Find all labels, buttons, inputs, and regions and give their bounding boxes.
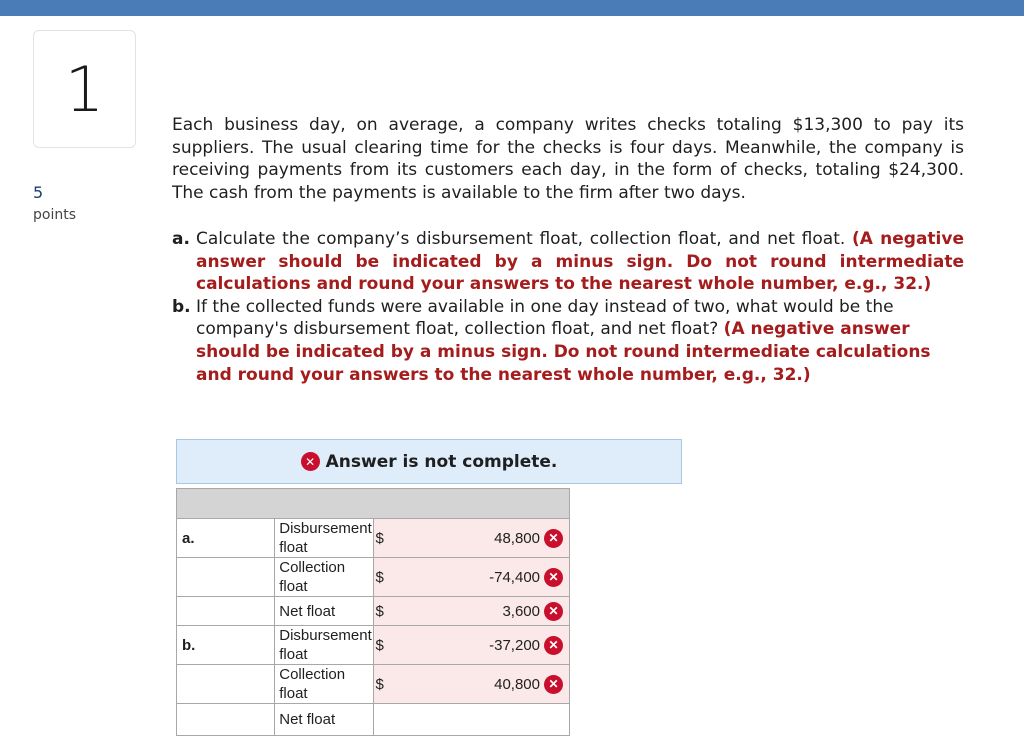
part-b-text: If the collected funds were available in one day instead of two, what would be the company's disbursement float, collection float, and net float? xyxy=(196,296,894,340)
incorrect-x-icon: ✕ xyxy=(544,602,563,621)
part-cell: a. xyxy=(177,519,275,558)
table-row xyxy=(177,597,570,626)
part-b-body xyxy=(196,296,964,386)
currency-symbol: $ xyxy=(373,626,471,665)
answer-table xyxy=(176,488,570,736)
part-a xyxy=(172,228,964,296)
top-accent-bar xyxy=(0,0,1024,16)
table-header-row xyxy=(177,489,570,519)
row-label: Disbursement float xyxy=(275,519,373,558)
table-row xyxy=(177,558,570,597)
part-a-body xyxy=(196,228,964,296)
x-circle-icon: ✕ xyxy=(301,452,320,471)
answer-input-collection-float-b[interactable] xyxy=(471,665,569,704)
part-a-text: Calculate the company’s disbursement float, collection float, and net float. xyxy=(196,229,846,249)
answer-input-collection-float-a[interactable] xyxy=(471,558,569,597)
currency-symbol xyxy=(373,704,471,736)
currency-symbol: $ xyxy=(373,519,471,558)
answer-input-disbursement-float-a[interactable] xyxy=(471,519,569,558)
part-cell xyxy=(177,558,275,597)
answer-status-banner xyxy=(176,439,682,484)
row-label: Net float xyxy=(275,704,373,736)
question-number: 1 xyxy=(64,52,105,126)
answer-value: 40,800 xyxy=(494,675,540,693)
incorrect-x-icon: ✕ xyxy=(544,529,563,548)
question-parts xyxy=(172,228,964,386)
part-cell xyxy=(177,597,275,626)
incorrect-x-icon: ✕ xyxy=(544,568,563,587)
table-row xyxy=(177,519,570,558)
part-a-letter: a. xyxy=(172,229,190,249)
question-text: Each business day, on average, a company writes checks totaling $13,300 to pay its suppliers. The usual clearing time for the checks is four days. Meanwhile, the company is receiving payments from its customers each day, in the form of checks, totaling $24,300. The cash from the payments is available to the firm after two days. xyxy=(172,115,964,203)
points-label: points xyxy=(33,207,76,223)
answer-input-disbursement-float-b[interactable] xyxy=(471,626,569,665)
currency-symbol: $ xyxy=(373,665,471,704)
currency-symbol: $ xyxy=(373,558,471,597)
answer-input-net-float-a[interactable] xyxy=(471,597,569,626)
table-row xyxy=(177,626,570,665)
answer-value: -74,400 xyxy=(489,568,540,586)
part-b-instruction: (A negative answer should be indicated by a minus sign. Do not round intermediate calculations and round your answers to the nearest whole number, e.g., 32.) xyxy=(196,319,931,385)
part-b-letter: b. xyxy=(172,296,191,317)
incorrect-x-icon: ✕ xyxy=(544,636,563,655)
answer-value: 3,600 xyxy=(502,602,540,620)
table-header-cell xyxy=(177,489,570,519)
answer-status-message: Answer is not complete. xyxy=(325,451,558,472)
question-text-block xyxy=(172,114,964,204)
row-label: Collection float xyxy=(275,558,373,597)
question-number-box xyxy=(33,30,136,148)
part-cell xyxy=(177,665,275,704)
part-b xyxy=(172,296,964,386)
part-cell: b. xyxy=(177,626,275,665)
part-a-instruction: (A negative answer should be indicated by a minus sign. Do not round intermediate calculations and round your answers to the nearest whole number, e.g., 32.) xyxy=(196,229,964,295)
table-row xyxy=(177,665,570,704)
table-row xyxy=(177,704,570,736)
row-label: Collection float xyxy=(275,665,373,704)
answer-value: -37,200 xyxy=(489,636,540,654)
answer-value: 48,800 xyxy=(494,529,540,547)
part-cell xyxy=(177,704,275,736)
answer-input-net-float-b[interactable] xyxy=(471,704,569,736)
row-label: Disbursement float xyxy=(275,626,373,665)
incorrect-x-icon: ✕ xyxy=(544,675,563,694)
points-value: 5 xyxy=(33,183,44,202)
currency-symbol: $ xyxy=(373,597,471,626)
row-label: Net float xyxy=(275,597,373,626)
